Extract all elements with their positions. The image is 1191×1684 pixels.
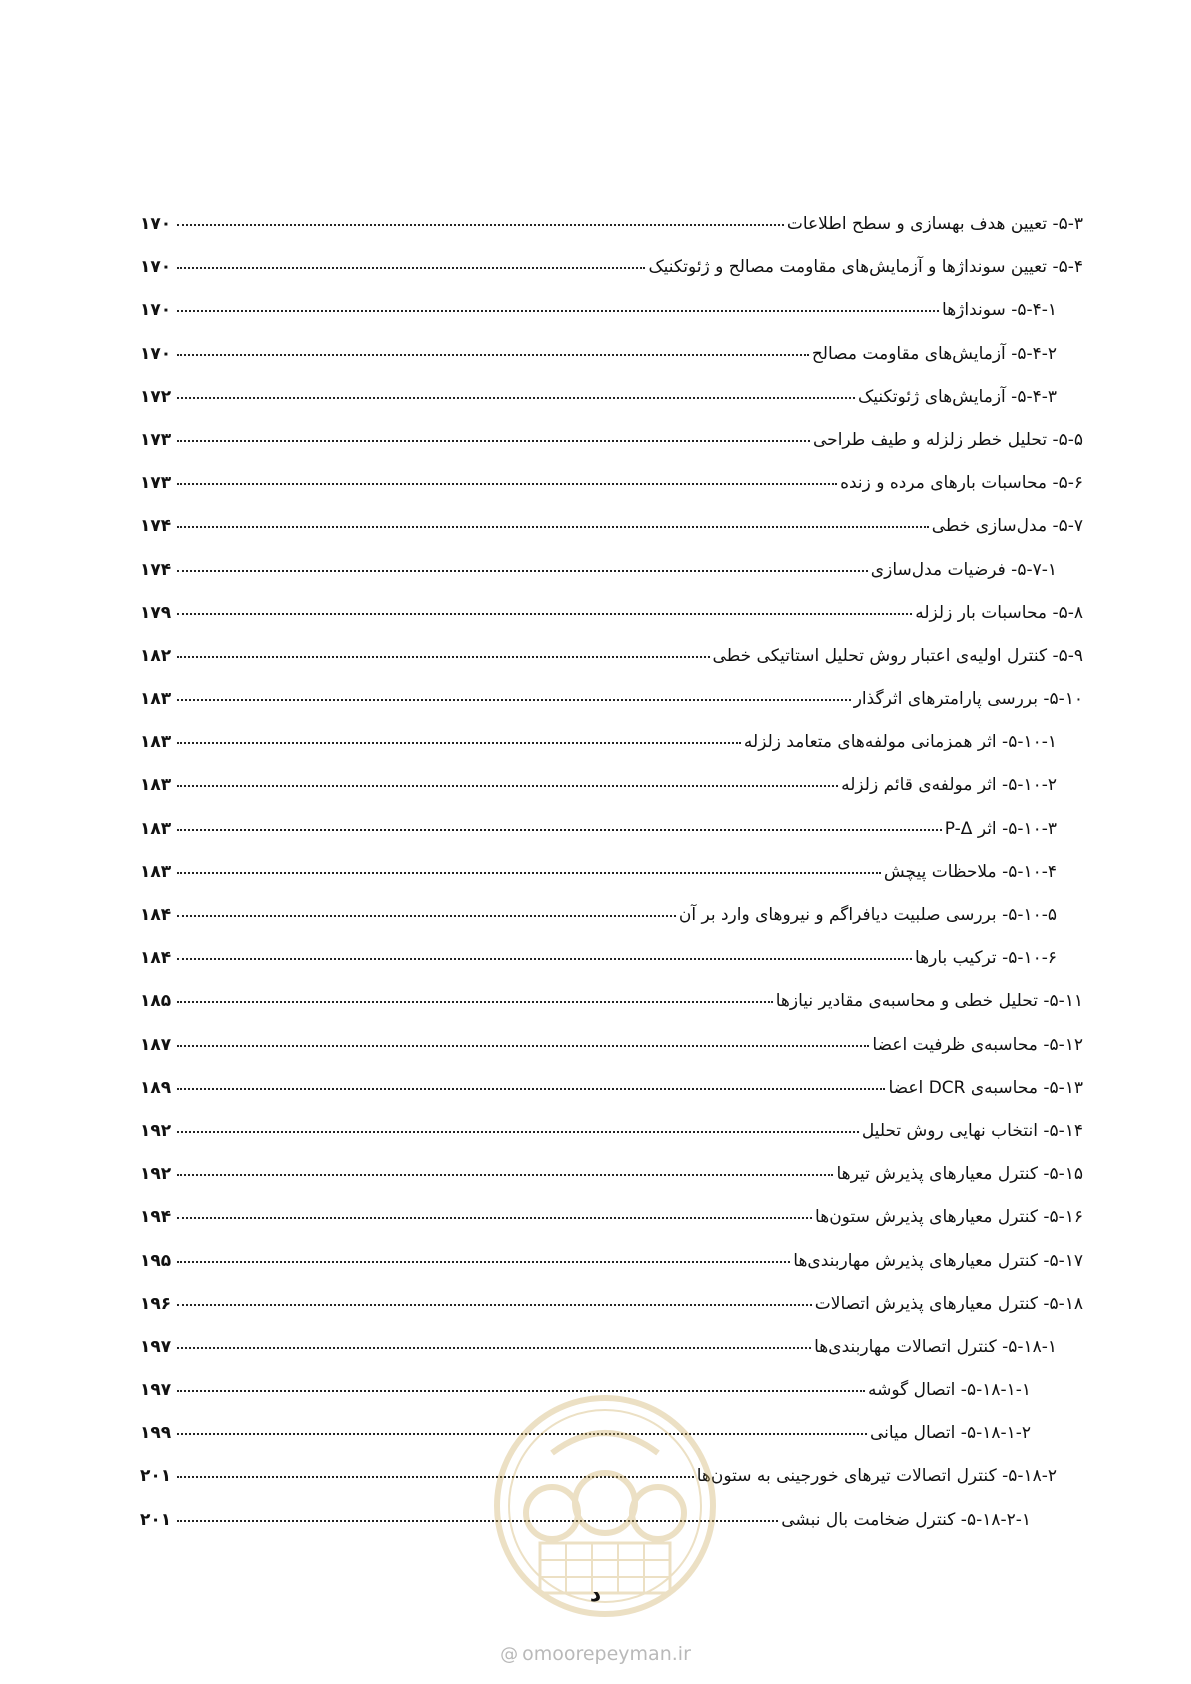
toc-entry-page: ۱۸۴ <box>140 948 172 969</box>
toc-entry-page: ۱۸۲ <box>140 645 172 666</box>
toc-entry-title: ۵-۱۰-۴- ملاحظات پیچش <box>883 861 1057 882</box>
toc-entry-title: ۵-۱۰-۳- اثر P-Δ <box>944 818 1057 839</box>
toc-entry-page: ۱۹۶ <box>140 1293 172 1314</box>
toc-entry[interactable] <box>140 299 1083 342</box>
toc-entry[interactable] <box>140 602 1083 645</box>
toc-entry[interactable] <box>140 1379 1083 1422</box>
toc-entry-title: ۵-۱۵- کنترل معیارهای پذیرش تیرها <box>836 1164 1083 1185</box>
toc-entry-page: ۱۸۳ <box>140 861 172 882</box>
toc-entry[interactable] <box>140 1509 1083 1552</box>
dot-leader <box>177 655 710 658</box>
toc-entry-page: ۱۷۰ <box>140 300 172 321</box>
toc-entry-title: ۵-۱۸-۲-۱- کنترل ضخامت بال نبشی <box>781 1509 1031 1530</box>
dot-leader <box>177 1130 859 1133</box>
toc-entry[interactable] <box>140 1163 1083 1206</box>
table-of-contents <box>140 213 1083 1552</box>
toc-entry[interactable] <box>140 515 1083 558</box>
toc-entry-title: ۵-۱۰-۵- بررسی صلبیت دیافراگم و نیروهای وارد بر آن <box>678 905 1057 925</box>
toc-entry[interactable] <box>140 990 1083 1033</box>
toc-entry-page: ۱۹۷ <box>140 1380 172 1401</box>
dot-leader <box>177 957 912 960</box>
toc-entry-page: ۲۰۱ <box>140 1509 172 1530</box>
toc-entry[interactable] <box>140 1250 1083 1293</box>
toc-entry-title: ۵-۴-۱- سونداژها <box>942 300 1057 321</box>
toc-entry[interactable] <box>140 1336 1083 1379</box>
toc-entry[interactable] <box>140 1120 1083 1163</box>
dot-leader <box>177 525 929 528</box>
toc-entry-title: ۵-۳- تعیین هدف بهسازی و سطح اطلاعات <box>786 214 1083 234</box>
dot-leader <box>177 784 838 787</box>
website-text: omoorepeyman.ir <box>522 1643 691 1665</box>
toc-entry-page: ۱۸۳ <box>140 732 172 753</box>
toc-entry[interactable] <box>140 688 1083 731</box>
toc-entry[interactable] <box>140 731 1083 774</box>
toc-entry-page: ۱۷۳ <box>140 473 172 494</box>
toc-entry[interactable] <box>140 429 1083 472</box>
toc-entry-page: ۱۸۹ <box>140 1077 172 1098</box>
dot-leader <box>177 482 837 485</box>
toc-entry-title: ۵-۱۰-۱- اثر همزمانی مولفه‌های متعامد زلزله <box>743 732 1057 753</box>
toc-entry-page: ۲۰۱ <box>140 1466 172 1487</box>
toc-entry-title: ۵-۷-۱- فرضیات مدل‌سازی <box>870 559 1057 580</box>
toc-entry[interactable] <box>140 1422 1083 1465</box>
toc-entry-title: ۵-۱۲- محاسبه‌ی ظرفیت اعضا <box>872 1034 1083 1055</box>
website-watermark <box>0 1643 1191 1665</box>
toc-entry[interactable] <box>140 1034 1083 1077</box>
toc-entry[interactable] <box>140 256 1083 299</box>
toc-entry-page: ۱۸۴ <box>140 905 172 925</box>
toc-entry-page: ۱۹۲ <box>140 1164 172 1185</box>
toc-entry-title: ۵-۴- تعیین سونداژها و آزمایش‌های مقاومت مصالح و ژئوتکنیک <box>648 257 1083 278</box>
dot-leader <box>177 741 741 744</box>
toc-entry[interactable] <box>140 386 1083 429</box>
toc-entry-page: ۱۷۴ <box>140 516 172 537</box>
toc-entry[interactable] <box>140 1077 1083 1120</box>
dot-leader <box>177 914 676 917</box>
toc-entry-title: ۵-۱۰-۶- ترکیب بارها <box>914 948 1057 969</box>
toc-entry-title: ۵-۱۰- بررسی پارامترهای اثرگذار <box>853 689 1083 710</box>
dot-leader <box>177 1173 833 1176</box>
toc-entry-page: ۱۷۰ <box>140 343 172 364</box>
dot-leader <box>177 396 855 399</box>
dot-leader <box>177 1087 885 1090</box>
toc-entry-page: ۱۸۳ <box>140 818 172 839</box>
dot-leader <box>177 569 868 572</box>
toc-entry[interactable] <box>140 559 1083 602</box>
dot-leader <box>177 1346 811 1349</box>
toc-entry-title: ۵-۱۱- تحلیل خطی و محاسبه‌ی مقادیر نیازها <box>775 991 1083 1012</box>
dot-leader <box>177 1044 869 1047</box>
toc-entry-title: ۵-۸- محاسبات بار زلزله <box>915 602 1083 623</box>
toc-entry-title: ۵-۱۷- کنترل معیارهای پذیرش مهاربندی‌ها <box>793 1250 1083 1271</box>
toc-entry-page: ۱۷۰ <box>140 214 172 234</box>
toc-entry-page: ۱۹۲ <box>140 1120 172 1141</box>
dot-leader <box>177 1216 812 1219</box>
dot-leader <box>177 1260 790 1263</box>
toc-entry[interactable] <box>140 343 1083 386</box>
dot-leader <box>177 698 851 701</box>
toc-entry-title: ۵-۷- مدل‌سازی خطی <box>931 516 1083 537</box>
at-sign-icon: @ <box>500 1643 519 1665</box>
toc-entry-page: ۱۸۳ <box>140 689 172 710</box>
toc-entry[interactable] <box>140 213 1083 256</box>
dot-leader <box>177 1475 694 1478</box>
toc-entry-page: ۱۸۵ <box>140 991 172 1012</box>
toc-entry-title: ۵-۱۸-۱- کنترل اتصالات مهاربندی‌ها <box>814 1336 1057 1357</box>
dot-leader <box>177 1432 867 1435</box>
dot-leader <box>177 871 881 874</box>
toc-entry-page: ۱۷۰ <box>140 257 172 278</box>
toc-entry-page: ۱۹۵ <box>140 1250 172 1271</box>
dot-leader <box>177 1519 778 1522</box>
page-number: د <box>589 1582 602 1607</box>
toc-entry-title: ۵-۱۴- انتخاب نهایی روش تحلیل <box>861 1120 1083 1141</box>
toc-entry-page: ۱۸۷ <box>140 1034 172 1055</box>
toc-entry-title: ۵-۵- تحلیل خطر زلزله و طیف طراحی <box>813 429 1083 450</box>
toc-entry-title: ۵-۱۸- کنترل معیارهای پذیرش اتصالات <box>814 1293 1083 1314</box>
toc-entry-page: ۱۷۹ <box>140 602 172 623</box>
toc-entry[interactable] <box>140 774 1083 817</box>
dot-leader <box>177 439 810 442</box>
toc-entry-title: ۵-۴-۳- آزمایش‌های ژئوتکنیک <box>857 386 1057 407</box>
toc-entry[interactable] <box>140 1293 1083 1336</box>
toc-entry[interactable] <box>140 861 1083 904</box>
toc-entry-title: ۵-۹- کنترل اولیه‌ی اعتبار روش تحلیل استاتیکی خطی <box>712 645 1083 666</box>
toc-entry-title: ۵-۱۸-۱-۱- اتصال گوشه <box>868 1380 1031 1401</box>
dot-leader <box>177 353 809 356</box>
toc-entry-title: ۵-۶- محاسبات بارهای مرده و زنده <box>840 473 1083 494</box>
toc-entry-title: ۵-۱۰-۲- اثر مولفه‌ی قائم زلزله <box>841 775 1057 796</box>
dot-leader <box>177 223 784 226</box>
dot-leader <box>177 266 645 269</box>
toc-entry-title: ۵-۱۶- کنترل معیارهای پذیرش ستون‌ها <box>815 1207 1083 1228</box>
toc-entry[interactable] <box>140 645 1083 688</box>
toc-entry-title: ۵-۴-۲- آزمایش‌های مقاومت مصالح <box>811 343 1057 364</box>
dot-leader <box>177 1303 812 1306</box>
dot-leader <box>177 1389 865 1392</box>
toc-entry[interactable] <box>140 1465 1083 1508</box>
dot-leader <box>177 828 942 831</box>
dot-leader <box>177 1000 773 1003</box>
toc-entry-title: ۵-۱۳- محاسبه‌ی DCR اعضا <box>888 1077 1083 1098</box>
toc-entry-page: ۱۹۹ <box>140 1423 172 1444</box>
toc-entry-page: ۱۸۳ <box>140 775 172 796</box>
toc-entry-page: ۱۷۳ <box>140 429 172 450</box>
toc-entry-page: ۱۹۴ <box>140 1207 172 1228</box>
toc-entry-title: ۵-۱۸-۲- کنترل اتصالات تیرهای خورجینی به ستون‌ها <box>696 1466 1057 1487</box>
dot-leader <box>177 612 912 615</box>
toc-entry[interactable] <box>140 904 1083 947</box>
toc-entry-page: ۱۷۴ <box>140 559 172 580</box>
dot-leader <box>177 309 939 312</box>
toc-entry[interactable] <box>140 472 1083 515</box>
toc-entry[interactable] <box>140 1206 1083 1249</box>
toc-entry-title: ۵-۱۸-۱-۲- اتصال میانی <box>869 1423 1031 1444</box>
toc-entry-page: ۱۹۷ <box>140 1336 172 1357</box>
toc-entry[interactable] <box>140 947 1083 990</box>
toc-entry-page: ۱۷۲ <box>140 386 172 407</box>
toc-entry[interactable] <box>140 818 1083 861</box>
